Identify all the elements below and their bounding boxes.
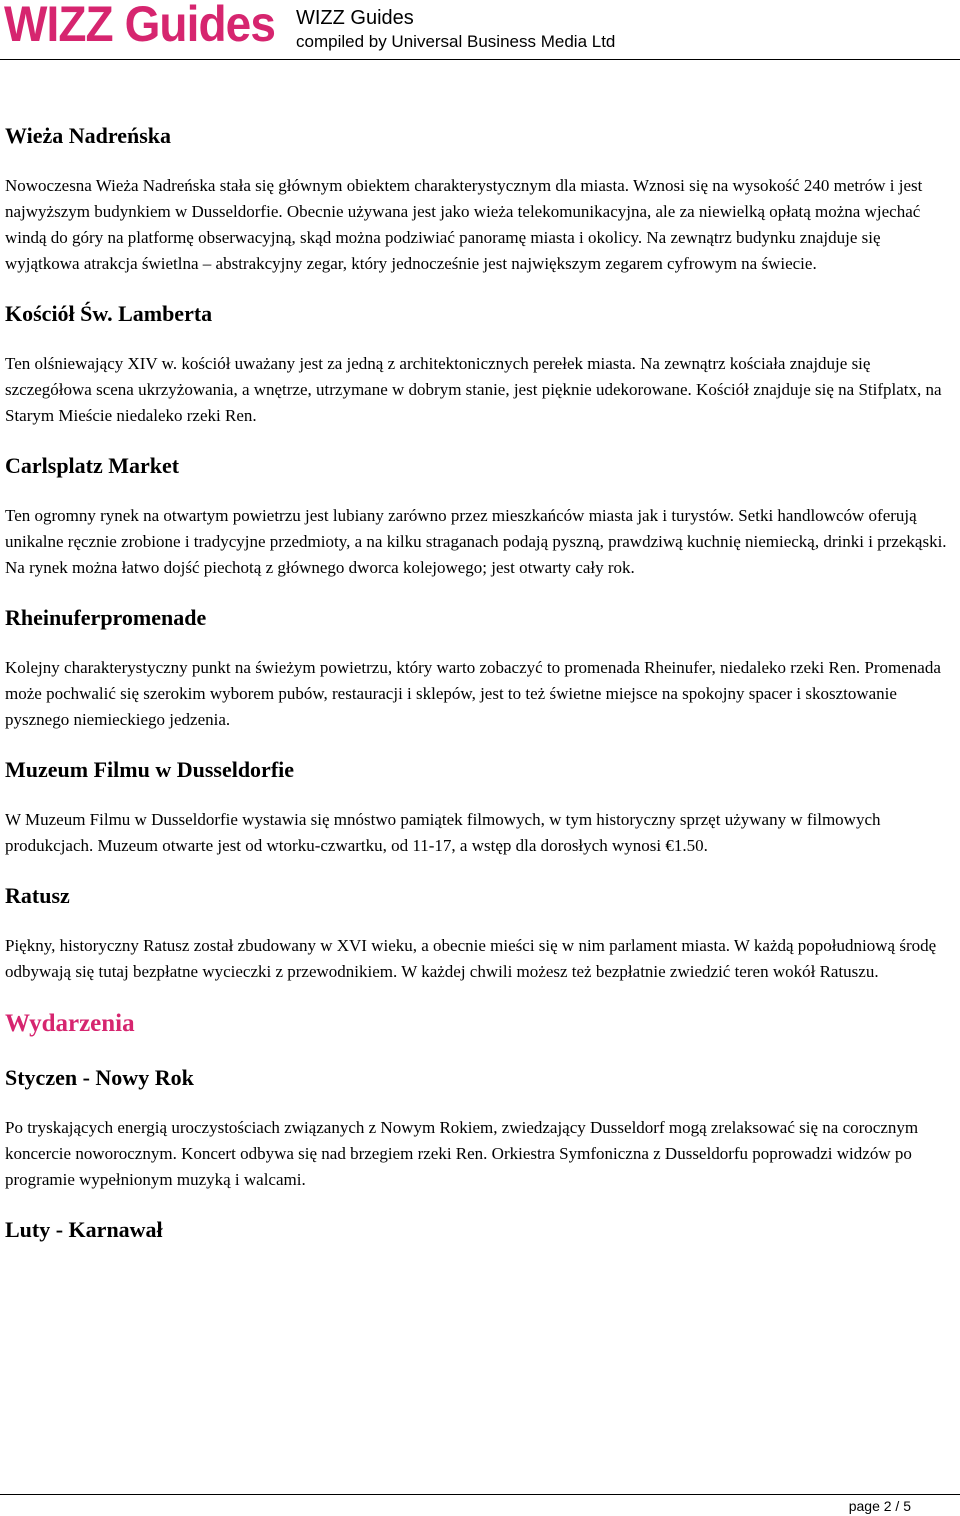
section-text: Kolejny charakterystyczny punkt na świeżym powietrzu, który warto zobaczyć to promenada Rheinufer, niedaleko rzeki Ren. Promenada może pochwalić się szerokim wyborem pubów, restauracji i sklepów, jest to też świetne miejsce na spokojny spacer i skosztowanie pysznego niemieckiego jedzenia. — [5, 658, 941, 729]
event-styczen — [5, 1063, 950, 1193]
section-heading: Wieża Nadreńska — [5, 123, 172, 148]
wizz-guides-logo: WIZZ Guides — [4, 0, 275, 52]
page-number: page 2 / 5 — [848, 1498, 911, 1514]
event-heading: Styczen - Nowy Rok — [5, 1065, 194, 1090]
section-heading: Muzeum Filmu w Dusseldorfie — [5, 757, 295, 782]
event-heading: Luty - Karnawał — [5, 1217, 163, 1242]
document-body — [5, 121, 950, 1267]
event-luty — [5, 1215, 950, 1245]
section-carlsplatz-market — [5, 451, 950, 581]
section-heading: Rheinuferpromenade — [5, 605, 207, 630]
section-heading: Carlsplatz Market — [5, 453, 180, 478]
event-text: Po tryskających energią uroczystościach związanych z Nowym Rokiem, zwiedzający Dusseldorf mogą zrelaksować się na corocznym koncercie noworocznym. Koncert odbywa się nad brzegiem rzeki Ren. Orkiestra Symfoniczna z Dusseldorfu poprowadzi widzów po programie wypełnionym muzyką i walcami. — [5, 1118, 919, 1189]
section-muzeum-filmu — [5, 755, 950, 859]
header-subtitle: compiled by Universal Business Media Ltd — [296, 32, 616, 51]
section-rheinuferpromenade — [5, 603, 950, 733]
section-kosciol-lamberta — [5, 299, 950, 429]
events-section — [5, 1007, 950, 1041]
header-divider — [0, 59, 960, 60]
section-text: Ten olśniewający XIV w. kościół uważany jest za jedną z architektonicznych perełek miasta. Na zewnątrz kościała znajduje się szczegółowa scena ukrzyżowania, a wnętrze, utrzymane w dobrym stanie, jest pięknie udekorowane. Kościół znajduje się na Stifplatx, na Starym Mieście niedaleko rzeki Ren. — [5, 354, 942, 425]
section-heading: Ratusz — [5, 883, 70, 908]
page-header — [0, 0, 960, 60]
header-title: WIZZ Guides — [296, 7, 414, 29]
section-heading: Kościół Św. Lamberta — [5, 301, 213, 326]
section-wieza-nadrenska — [5, 121, 950, 277]
section-ratusz — [5, 881, 950, 985]
section-text: Piękny, historyczny Ratusz został zbudowany w XVI wieku, a obecnie mieści się w nim parlament miasta. W każdą popołudniową środę odbywają się tutaj bezpłatne wycieczki z przewodnikiem. W każdej chwili możesz też bezpłatnie zwiedzić teren wokół Ratuszu. — [5, 936, 937, 981]
section-text: Ten ogromny rynek na otwartym powietrzu jest lubiany zarówno przez mieszkańców miasta jak i turystów. Setki handlowców oferują unikalne ręcznie zrobione i tradycyjne przedmioty, a na kilku straganach podają pyszną, prawdziwą kuchnię niemiecką, drinki i przekąski. Na rynek można łatwo dojść piechotą z głównego dworca kolejowego; jest otwarty cały rok. — [5, 506, 947, 577]
events-heading: Wydarzenia — [5, 1010, 135, 1037]
footer-divider — [0, 1494, 960, 1495]
section-text: W Muzeum Filmu w Dusseldorfie wystawia się mnóstwo pamiątek filmowych, w tym historyczny sprzęt używany w filmowych produkcjach. Muzeum otwarte jest od wtorku-czwartku, od 11-17, a wstęp dla dorosłych wynosi €1.50. — [5, 810, 881, 855]
section-text: Nowoczesna Wieża Nadreńska stała się głównym obiektem charakterystycznym dla miasta. Wznosi się na wysokość 240 metrów i jest najwyższym budynkiem w Dusseldorfie. Obecnie używana jest jako wieża telekomunikacyjna, ale za niewielką opłatą można wjechać windą do góry na platformę obserwacyjną, skąd można podziwiać panoramę miasta i okolicy. Na zewnątrz budynku znajduje się wyjątkowa atrakcja świetlna – abstrakcyjny zegar, który jednocześnie jest największym zegarem cyfrowym na świecie. — [5, 176, 923, 273]
